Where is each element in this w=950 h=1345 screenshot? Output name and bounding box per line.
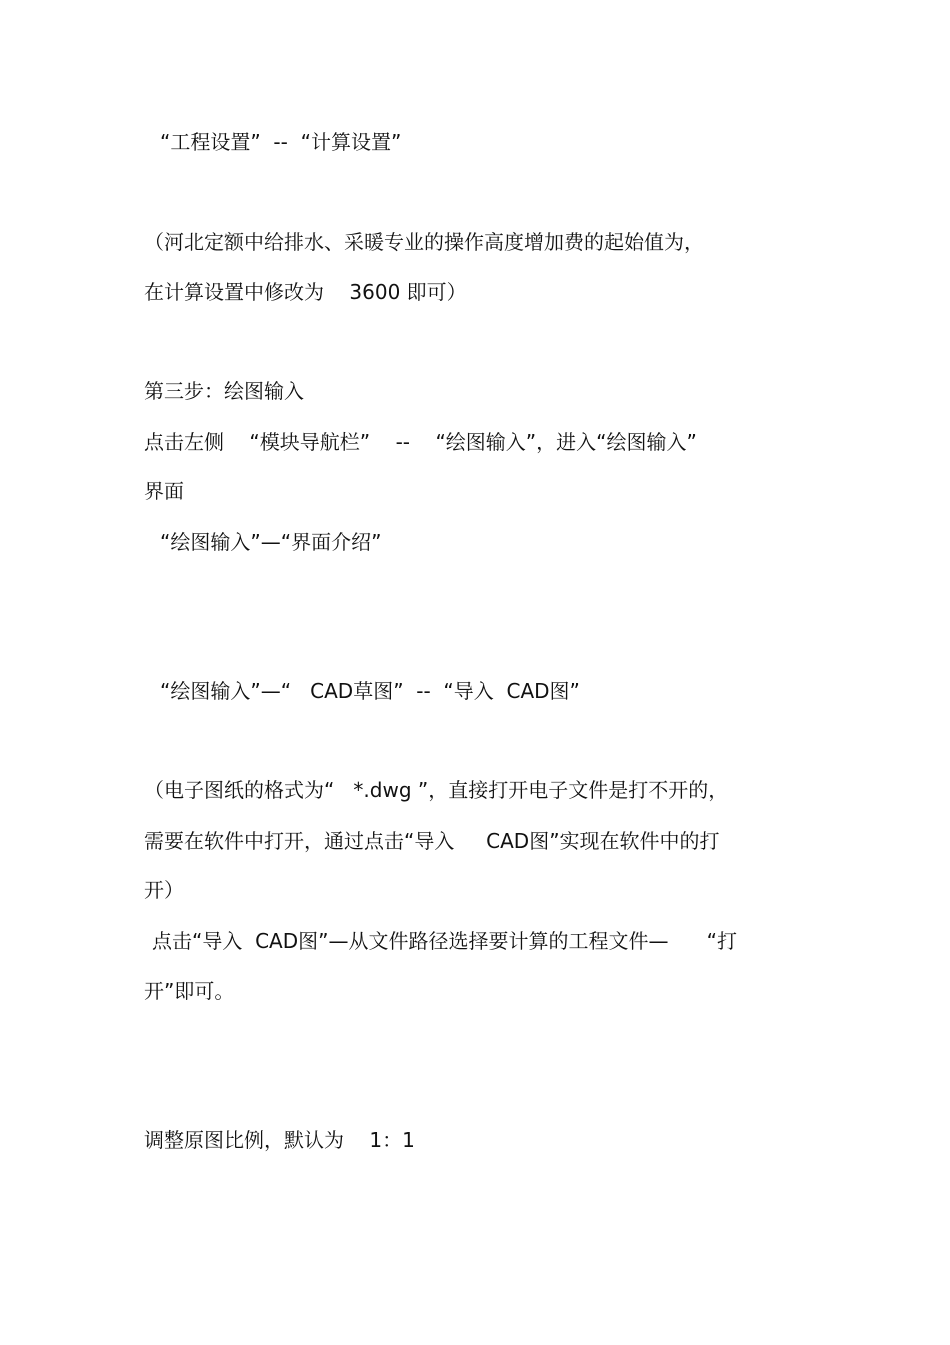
text-line-scale-default: 调整原图比例，默认为 1：1 xyxy=(144,1128,415,1152)
text-line-project-settings: “工程设置” -- “计算设置” xyxy=(160,130,402,154)
text-line-interface: 界面 xyxy=(144,479,184,503)
text-line-open-cont: 开） xyxy=(144,878,184,902)
text-line-cad-import: “绘图输入”—“ CAD草图” -- “导入 CAD图” xyxy=(160,679,580,703)
text-line-modify-3600: 在计算设置中修改为 3600 即可） xyxy=(144,280,467,304)
text-line-hebei-quota: （河北定额中给排水、采暖专业的操作高度增加费的起始值为， xyxy=(144,230,704,254)
text-line-open-in-software: 需要在软件中打开，通过点击“导入 CAD图”实现在软件中的打 xyxy=(144,829,720,853)
text-line-open-done: 开”即可。 xyxy=(144,979,235,1003)
text-line-click-import-cad: 点击“导入 CAD图”—从文件路径选择要计算的工程文件— “打 xyxy=(152,929,737,953)
text-line-interface-intro: “绘图输入”—“界面介绍” xyxy=(160,530,382,554)
step-three-heading: 第三步：绘图输入 xyxy=(144,379,304,403)
text-line-dwg-format: （电子图纸的格式为“ *.dwg ”，直接打开电子文件是打不开的， xyxy=(144,778,729,802)
text-line-click-left-nav: 点击左侧 “模块导航栏” -- “绘图输入”，进入“绘图输入” xyxy=(144,430,697,454)
